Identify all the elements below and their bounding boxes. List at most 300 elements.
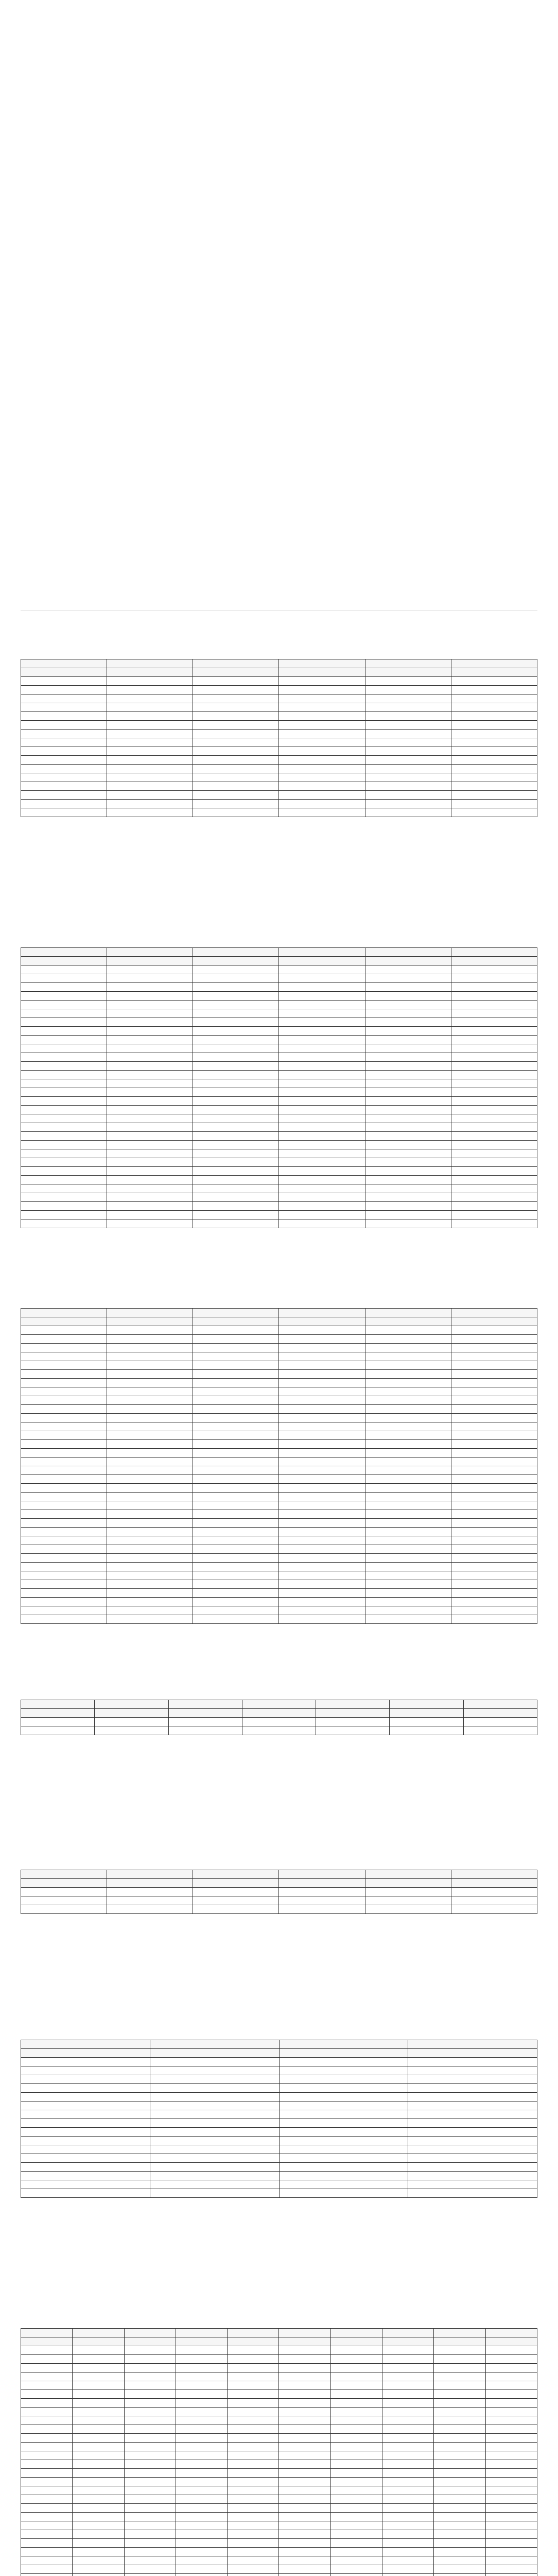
table-cell [193, 1580, 279, 1589]
table-cell [279, 2075, 408, 2084]
table-cell [150, 2128, 279, 2137]
table-cell [107, 1484, 193, 1493]
table-cell [193, 1888, 279, 1896]
table-header-cell [107, 948, 193, 957]
table-cell [107, 1589, 193, 1598]
table-cell [193, 1326, 279, 1335]
table-cell [365, 1106, 451, 1114]
table-cell [21, 1580, 107, 1589]
table-cell [21, 1219, 107, 1228]
table-header-cell [485, 2337, 537, 2346]
table-cell [434, 2469, 485, 2478]
table-cell [107, 1563, 193, 1571]
table-cell [193, 1036, 279, 1044]
table-cell [382, 2425, 434, 2434]
table-cell [21, 800, 107, 808]
table-cell [330, 2460, 382, 2469]
table-cell [279, 694, 365, 703]
table-cell [21, 1361, 107, 1370]
table-row [21, 2469, 537, 2478]
table-cell [107, 1379, 193, 1387]
table-number [21, 1269, 537, 1276]
table-cell [279, 2093, 408, 2102]
table-cell [451, 791, 537, 800]
table-row [21, 756, 537, 765]
table-cell [316, 1726, 390, 1735]
table-cell [451, 1018, 537, 1027]
table-cell [365, 1097, 451, 1106]
table-cell [279, 2460, 330, 2469]
table-cell [193, 677, 279, 686]
table-title [21, 1281, 537, 1296]
table-header-cell [365, 1879, 451, 1888]
table-cell [193, 1519, 279, 1528]
table-row [21, 747, 537, 756]
table-header-cell [107, 1870, 193, 1879]
table-cell [107, 1405, 193, 1414]
table-cell [408, 2180, 537, 2189]
table-row [21, 1132, 537, 1141]
table-cell [365, 756, 451, 765]
table-cell [365, 1352, 451, 1361]
budget-table [21, 1308, 537, 1624]
table-cell [193, 1510, 279, 1519]
table-cell [279, 2381, 330, 2390]
table-cell [451, 1615, 537, 1624]
table-cell [21, 1132, 107, 1141]
table-cell [330, 2399, 382, 2408]
intro-paragraph [21, 344, 537, 353]
table-cell [365, 712, 451, 721]
table-header-cell [330, 2329, 382, 2337]
table-cell [365, 965, 451, 974]
table-cell [124, 2416, 176, 2425]
table-cell [176, 2372, 227, 2381]
table-header-row [21, 2337, 537, 2346]
table-cell [365, 1396, 451, 1405]
table-cell [279, 1888, 365, 1896]
table-cell [107, 738, 193, 747]
table-cell [21, 1484, 107, 1493]
table-cell [21, 2504, 73, 2513]
table-cell [365, 1001, 451, 1009]
table-cell [193, 721, 279, 730]
table-cell [21, 2399, 73, 2408]
table-cell [279, 1589, 365, 1598]
table-cell [279, 1018, 365, 1027]
table-cell [21, 2075, 150, 2084]
table-cell [21, 992, 107, 1001]
table-cell [21, 2460, 73, 2469]
table-cell [451, 1167, 537, 1176]
table-row [21, 2513, 537, 2521]
table-cell [150, 2180, 279, 2189]
table-cell [365, 1176, 451, 1184]
table-row [21, 1466, 537, 1475]
table-header-cell [451, 1879, 537, 1888]
table-cell [485, 2372, 537, 2381]
table-header-cell [21, 659, 107, 668]
table-row [21, 1598, 537, 1606]
table-cell [124, 2486, 176, 2495]
table-cell [279, 965, 365, 974]
table-cell [73, 2372, 124, 2381]
table-cell [124, 2530, 176, 2539]
table-cell [279, 2399, 330, 2408]
table-cell [382, 2355, 434, 2364]
table-cell [485, 2381, 537, 2390]
table-row [21, 1536, 537, 1545]
table-cell [124, 2390, 176, 2399]
table-cell [330, 2443, 382, 2451]
table-cell [124, 2399, 176, 2408]
table-cell [382, 2548, 434, 2556]
table-row [21, 1158, 537, 1167]
table-cell [279, 1149, 365, 1158]
table-cell [21, 2066, 150, 2075]
table-header-cell [434, 2329, 485, 2337]
table-cell [434, 2530, 485, 2539]
table-header-cell [390, 1709, 463, 1718]
table-cell [150, 2058, 279, 2066]
table-row [21, 2189, 537, 2198]
table-cell [73, 2355, 124, 2364]
table-cell [193, 1589, 279, 1598]
table-cell [73, 2399, 124, 2408]
table-cell [21, 2058, 150, 2066]
table-cell [485, 2565, 537, 2574]
table-header-row [21, 948, 537, 957]
table-row [21, 2084, 537, 2093]
table-cell [107, 773, 193, 782]
table-row [21, 2364, 537, 2372]
table-cell [279, 2102, 408, 2110]
table-cell [193, 1536, 279, 1545]
table-cell [107, 974, 193, 983]
table-cell [150, 2137, 279, 2145]
table-cell [228, 2460, 279, 2469]
table-header-cell [279, 659, 365, 668]
table-cell [107, 965, 193, 974]
table-cell [95, 1726, 168, 1735]
table-cell [451, 1088, 537, 1097]
table-cell [107, 1370, 193, 1379]
table-cell [73, 2556, 124, 2565]
table-header-cell [408, 2040, 537, 2049]
table-cell [193, 1158, 279, 1167]
table-cell [107, 1211, 193, 1219]
table-cell [365, 1062, 451, 1071]
table-row [21, 1202, 537, 1211]
table-cell [485, 2390, 537, 2399]
table-row [21, 2434, 537, 2443]
table-cell [279, 2154, 408, 2163]
table-cell [279, 2513, 330, 2521]
table-cell [95, 1718, 168, 1726]
table-row [21, 1106, 537, 1114]
table-cell [365, 1440, 451, 1449]
table-title [21, 1673, 537, 1687]
table-cell [21, 773, 107, 782]
table-cell [124, 2451, 176, 2460]
table-header-cell [193, 1879, 279, 1888]
table-row [21, 1009, 537, 1018]
table-row [21, 1475, 537, 1484]
table-cell [365, 1449, 451, 1458]
table-cell [365, 1606, 451, 1615]
table-cell [21, 1458, 107, 1466]
table-cell [228, 2372, 279, 2381]
table-row [21, 2399, 537, 2408]
table-cell [107, 1501, 193, 1510]
table-cell [21, 2084, 150, 2093]
table-cell [73, 2346, 124, 2355]
table-cell [21, 2102, 150, 2110]
table-cell [451, 992, 537, 1001]
table-row [21, 2346, 537, 2355]
table-row [21, 1519, 537, 1528]
table-header-cell [21, 2049, 150, 2058]
table-cell [451, 1132, 537, 1141]
table-header-cell [107, 1317, 193, 1326]
budget-table-section [21, 1821, 537, 1991]
intro-paragraph [21, 243, 537, 252]
table-row [21, 2163, 537, 2172]
table-cell [279, 1062, 365, 1071]
table-cell [21, 1414, 107, 1422]
table-cell [107, 1387, 193, 1396]
table-cell [279, 2084, 408, 2093]
table-header-row [21, 1309, 537, 1317]
table-cell [279, 703, 365, 712]
table-cell [451, 1370, 537, 1379]
table-cell [365, 1219, 451, 1228]
table-cell [365, 1123, 451, 1132]
table-cell [279, 1379, 365, 1387]
table-header-cell [382, 2337, 434, 2346]
table-cell [365, 1571, 451, 1580]
table-row [21, 1896, 537, 1905]
table-row [21, 800, 537, 808]
table-cell [193, 1018, 279, 1027]
table-cell [21, 1466, 107, 1475]
table-cell [193, 1053, 279, 1062]
table-header-cell [279, 948, 365, 957]
table-cell [107, 1449, 193, 1458]
table-cell [73, 2486, 124, 2495]
table-cell [434, 2486, 485, 2495]
table-row [21, 782, 537, 791]
table-cell [330, 2495, 382, 2504]
table-cell [228, 2451, 279, 2460]
intro-paragraph [21, 185, 537, 195]
table-cell [279, 1036, 365, 1044]
table-cell [21, 1449, 107, 1458]
table-unit [21, 650, 537, 657]
table-cell [21, 712, 107, 721]
table-cell [228, 2486, 279, 2495]
table-row [21, 1114, 537, 1123]
table-cell [451, 1545, 537, 1554]
table-cell [21, 2451, 73, 2460]
table-cell [279, 2137, 408, 2145]
table-cell [107, 756, 193, 765]
table-header-cell [365, 1317, 451, 1326]
table-header-cell [193, 1317, 279, 1326]
table-cell [124, 2556, 176, 2565]
table-cell [451, 1149, 537, 1158]
table-row [21, 1335, 537, 1344]
table-cell [193, 1184, 279, 1193]
table-cell [150, 2084, 279, 2093]
table-cell [21, 782, 107, 791]
table-cell [228, 2556, 279, 2565]
table-header-cell [365, 668, 451, 677]
table-cell [193, 1106, 279, 1114]
table-cell [279, 2521, 330, 2530]
intro-paragraph [21, 214, 537, 224]
table-cell [21, 765, 107, 773]
table-header-row [21, 957, 537, 965]
table-cell [193, 1097, 279, 1106]
table-cell [279, 1106, 365, 1114]
table-header-cell [365, 948, 451, 957]
table-cell [451, 1379, 537, 1387]
table-cell [73, 2539, 124, 2548]
table-cell [485, 2548, 537, 2556]
table-header-cell [451, 1317, 537, 1326]
table-cell [107, 1431, 193, 1440]
table-cell [485, 2460, 537, 2469]
table-row [21, 1510, 537, 1519]
table-cell [107, 1571, 193, 1580]
table-row [21, 686, 537, 694]
table-header-row [21, 1709, 537, 1718]
table-cell [365, 1044, 451, 1053]
table-cell [365, 1888, 451, 1896]
table-cell [434, 2355, 485, 2364]
table-cell [21, 1344, 107, 1352]
table-cell [21, 2530, 73, 2539]
table-header-cell [107, 659, 193, 668]
table-cell [451, 808, 537, 817]
table-cell [279, 1097, 365, 1106]
table-title [21, 2301, 537, 2316]
table-header-cell [21, 1709, 95, 1718]
table-cell [279, 2364, 330, 2372]
table-row [21, 2451, 537, 2460]
table-cell [382, 2381, 434, 2390]
table-cell [21, 1071, 107, 1079]
table-cell [485, 2434, 537, 2443]
table-cell [228, 2530, 279, 2539]
table-cell [330, 2346, 382, 2355]
budget-table [21, 2328, 537, 2576]
table-cell [279, 1475, 365, 1484]
table-cell [451, 747, 537, 756]
table-cell [279, 1027, 365, 1036]
table-cell [382, 2416, 434, 2425]
table-cell [193, 800, 279, 808]
table-cell [176, 2530, 227, 2539]
table-cell [451, 1184, 537, 1193]
table-header-cell [365, 1870, 451, 1879]
table-cell [21, 2521, 73, 2530]
table-cell [434, 2346, 485, 2355]
table-title [21, 632, 537, 647]
table-cell [21, 2355, 73, 2364]
table-cell [382, 2556, 434, 2565]
table-row [21, 2066, 537, 2075]
table-cell [193, 1528, 279, 1536]
table-cell [485, 2408, 537, 2416]
table-cell [279, 1554, 365, 1563]
table-row [21, 2416, 537, 2425]
table-cell [382, 2408, 434, 2416]
table-unit [21, 1860, 537, 1868]
table-cell [365, 1905, 451, 1914]
table-row [21, 1176, 537, 1184]
table-number [21, 1660, 537, 1668]
table-cell [365, 791, 451, 800]
table-cell [451, 1036, 537, 1044]
table-cell [451, 1071, 537, 1079]
table-cell [279, 2119, 408, 2128]
table-row [21, 1219, 537, 1228]
table-cell [451, 1219, 537, 1228]
table-cell [73, 2451, 124, 2460]
table-cell [279, 756, 365, 765]
table-cell [73, 2495, 124, 2504]
table-cell [485, 2425, 537, 2434]
table-cell [176, 2504, 227, 2513]
table-cell [107, 1905, 193, 1914]
table-cell [365, 1193, 451, 1202]
table-row [21, 1563, 537, 1571]
table-cell [451, 765, 537, 773]
table-cell [382, 2346, 434, 2355]
table-header-cell [408, 2049, 537, 2058]
table-cell [451, 1493, 537, 1501]
table-cell [279, 1184, 365, 1193]
table-header-cell [279, 2040, 408, 2049]
table-cell [21, 2434, 73, 2443]
table-cell [279, 2556, 330, 2565]
table-cell [193, 965, 279, 974]
table-row [21, 2556, 537, 2565]
table-cell [73, 2460, 124, 2469]
table-cell [176, 2548, 227, 2556]
table-cell [193, 1193, 279, 1202]
table-cell [193, 712, 279, 721]
table-cell [21, 1335, 107, 1344]
table-cell [279, 1422, 365, 1431]
table-cell [434, 2574, 485, 2576]
table-cell [176, 2451, 227, 2460]
table-cell [193, 1370, 279, 1379]
table-cell [107, 1414, 193, 1422]
table-cell [193, 694, 279, 703]
table-cell [107, 1001, 193, 1009]
table-cell [279, 2163, 408, 2172]
table-cell [279, 1536, 365, 1545]
budget-table [21, 2040, 537, 2198]
table-cell [279, 1606, 365, 1615]
table-cell [21, 974, 107, 983]
table-cell [228, 2539, 279, 2548]
table-row [21, 1571, 537, 1580]
table-row [21, 1036, 537, 1044]
